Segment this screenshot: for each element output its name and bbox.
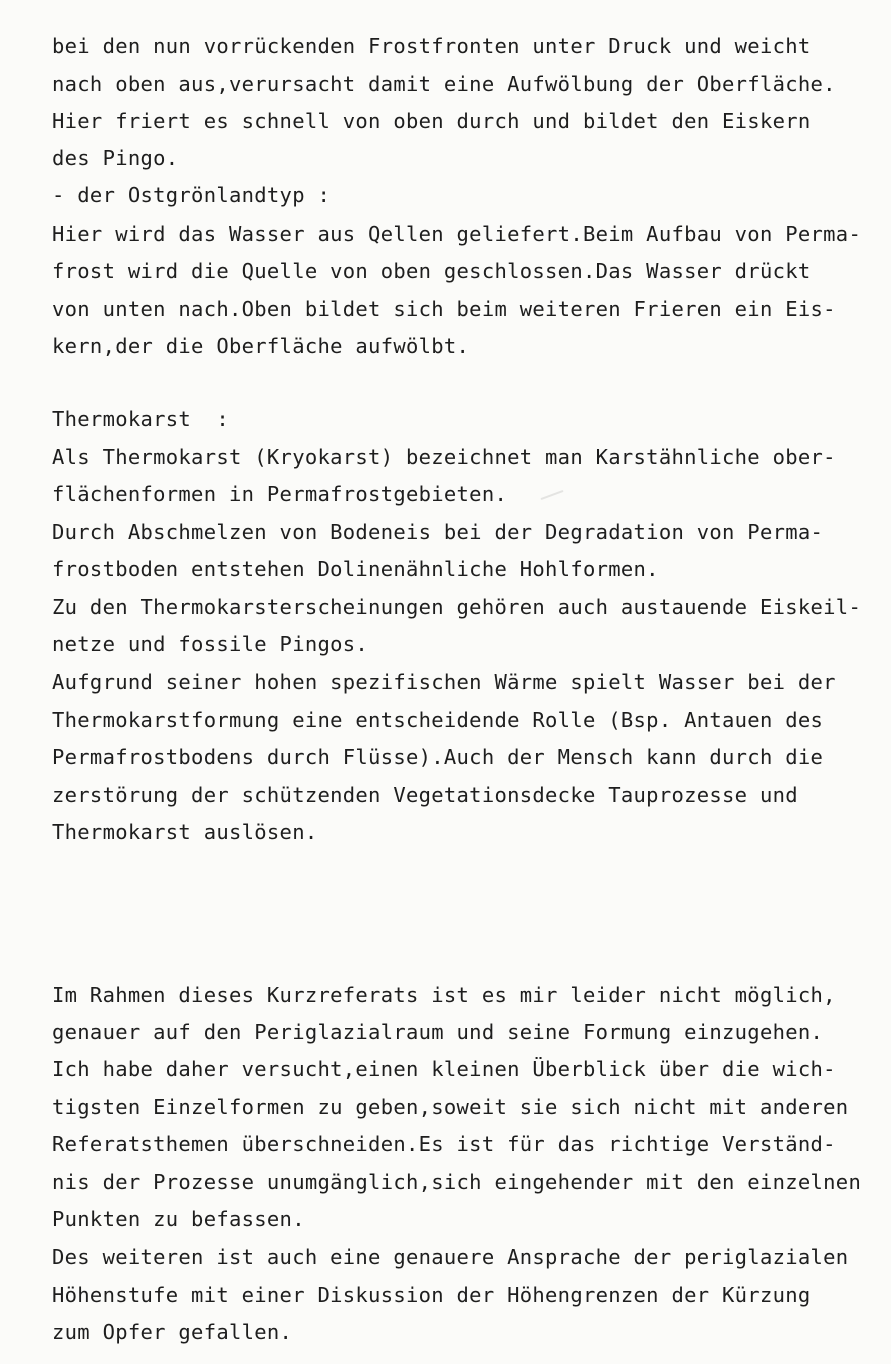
- text-line: Hier friert es schnell von oben durch und bildet den Eiskern: [52, 109, 811, 133]
- text-line: Referatsthemen überschneiden.Es ist für das richtige Verständ-: [52, 1132, 836, 1156]
- text-line: Zu den Thermokarsterscheinungen gehören auch austauende Eiskeil-: [52, 595, 862, 619]
- text-line: kern,der die Oberfläche aufwölbt.: [52, 334, 470, 358]
- text-line: zerstörung der schützenden Vegetationsdecke Tauprozesse und: [52, 783, 798, 807]
- text-line: Ich habe daher versucht,einen kleinen Überblick über die wich-: [52, 1057, 836, 1081]
- text-line: Punkten zu befassen.: [52, 1207, 305, 1231]
- text-line: nis der Prozesse unumgänglich,sich eingehender mit den einzelnen: [52, 1170, 862, 1194]
- text-line: von unten nach.Oben bildet sich beim weiteren Frieren ein Eis-: [52, 297, 836, 321]
- text-line: Des weiteren ist auch eine genauere Ansprache der periglazialen: [52, 1245, 849, 1269]
- text-line: nach oben aus,verursacht damit eine Aufwölbung der Oberfläche.: [52, 72, 836, 96]
- text-line: genauer auf den Periglazialraum und seine Formung einzugehen.: [52, 1020, 824, 1044]
- text-line: Als Thermokarst (Kryokarst) bezeichnet man Karstähnliche ober-: [52, 445, 836, 469]
- text-line: Höhenstufe mit einer Diskussion der Höhengrenzen der Kürzung: [52, 1283, 811, 1307]
- text-line: bei den nun vorrückenden Frostfronten unter Druck und weicht: [52, 34, 811, 58]
- text-line: Thermokarst auslösen.: [52, 820, 318, 844]
- text-line: Thermokarstformung eine entscheidende Rolle (Bsp. Antauen des: [52, 708, 824, 732]
- text-line: des Pingo.: [52, 146, 179, 170]
- text-line: netze und fossile Pingos.: [52, 632, 369, 656]
- text-line: frostboden entstehen Dolinenähnliche Hohlformen.: [52, 557, 659, 581]
- text-line: tigsten Einzelformen zu geben,soweit sie sich nicht mit anderen: [52, 1095, 849, 1119]
- text-line: Im Rahmen dieses Kurzreferats ist es mir leider nicht möglich,: [52, 983, 836, 1007]
- text-line: flächenformen in Permafrostgebieten.: [52, 482, 508, 506]
- text-line: Durch Abschmelzen von Bodeneis bei der Degradation von Perma-: [52, 520, 824, 544]
- text-line: Hier wird das Wasser aus Qellen geliefert.Beim Aufbau von Perma-: [52, 222, 862, 246]
- text-line: Aufgrund seiner hohen spezifischen Wärme spielt Wasser bei der: [52, 670, 836, 694]
- text-line: frost wird die Quelle von oben geschlossen.Das Wasser drückt: [52, 259, 811, 283]
- text-line: zum Opfer gefallen.: [52, 1320, 293, 1344]
- text-line: Permafrostbodens durch Flüsse).Auch der Mensch kann durch die: [52, 745, 824, 769]
- text-line: - der Ostgrönlandtyp :: [52, 183, 331, 207]
- section-heading: Thermokarst :: [52, 407, 229, 431]
- paper-mark: [540, 490, 563, 500]
